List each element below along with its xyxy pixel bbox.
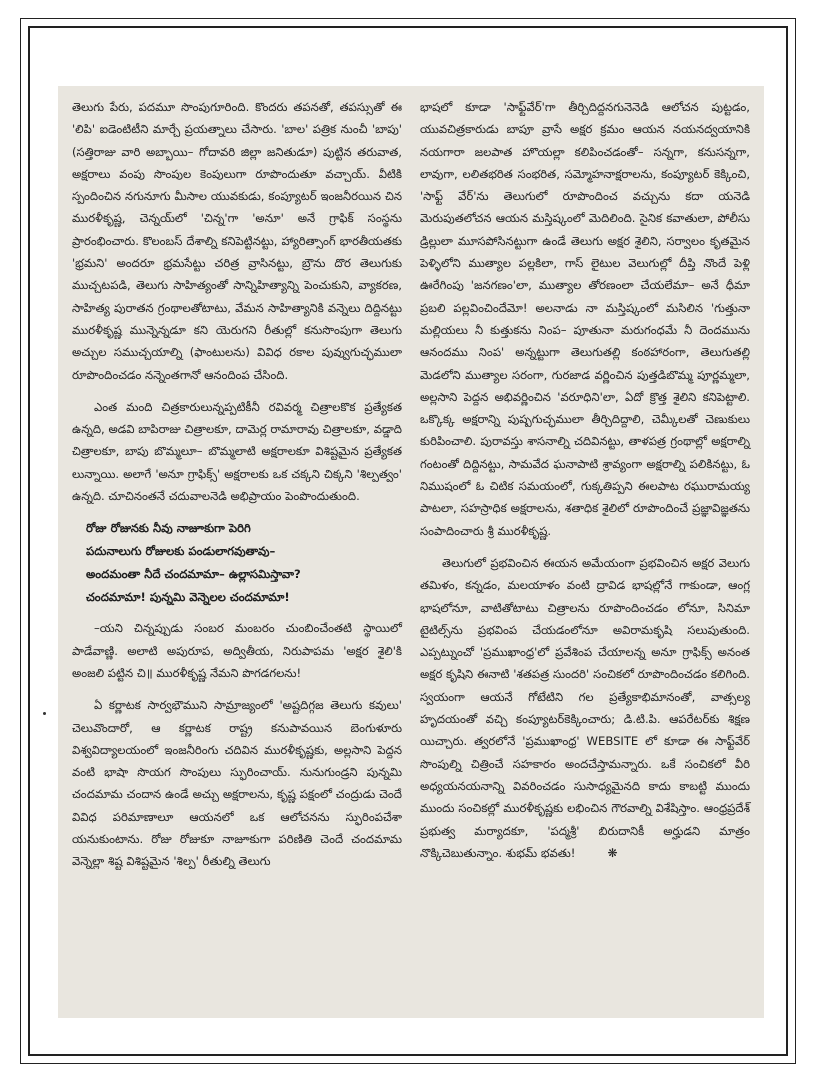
paragraph: –యని చిన్నప్పుడు సంబర మంబరం చుంబించేంతటి స్థాయిలో పాడేవాణ్ణి. అలాటి అపురూప, అద్వితీయ, నిరుపాపమ 'అక్షర శైలి'కి అంజలి పట్టిన చి॥ మురళీకృష్ణ నేమని పొగడగలను! — [72, 621, 402, 680]
paragraph-text: తెలుగులో ప్రభవించిన ఈయన అమేయంగా ప్రభవించిన అక్షర వెలుగు తమిళం, కన్నడం, మలయాళం వంటి ద్రావిడ భాషల్లోనే గాకుండా, ఆంగ్ల భాషలోనూ, వాటితోటాటు చిత్రాలను రూపొందించడం లోనూ, సినిమా టైటిల్స్‌ను ప్రభవింప చేయడంలోనూ అవిరామకృషి సలుపుతుంది. ఎప్పట్నుంచో 'ప్రముఖాంధ్ర'లో ప్రవేశింప చేయాలన్న అనూ గ్రాఫిక్స్ అనంత అక్షర కృషిని ఈనాటి 'శతపత్ర సుందరి' సంచికలో రూపొందించడం కలిగింది. స్వయంగా ఆయనే గోటేటిని గల ప్రత్యేకాభిమానంతో, వాత్సల్య హృదయంతో వచ్చి కంప్యూటర్‌కెక్కించారు; డి.టి.పి. ఆపరేటర్‌కు శిక్షణ యిచ్చారు. త్వరలోనే 'ప్రముఖాంధ్ర' WEBSITE లో కూడా ఈ సాఫ్ట్‌వేర్ సొంపుల్ని చిత్రించే సహకారం అందచేస్తామన్నారు. ఒకే సంచికలో వీరి అధ్యయనయనాన్ని వివరించడం సుసాధ్యమైనది కాదు కాబట్టి ముందు ముందు సంచికల్లో మురళీకృష్ణకు లభించిన గౌరవాల్ని విశేషిస్తాం. ఆంధ్రప్రదేశ్ ప్రభుత్వ మర్యాదకూ, 'పద్మశ్రీ' బిరుదానికీ అర్హుడని మాత్రం నొక్కిచెబుతున్నాం. శుభమ్ భవతు! — [420, 555, 750, 860]
paragraph — [420, 552, 750, 864]
end-ornament-icon: ❋ — [607, 845, 618, 860]
paragraph: భాషలో కూడా 'సాఫ్ట్‌వేర్'గా తీర్చిదిద్దనగునెనెడి ఆలోచన పుట్టడం, యువచిత్రకారుడు బాపూ వ్రాసే అక్షర క్రమం ఆయన నయనద్వయానికి నయగారా జలపాత హొయల్లా కలిపించడంతో– సన్నగా, కనుసన్నగా, లావుగా, లలితభరిత సంభరిత, సమ్మోహనాక్షరాలను, కంప్యూటర్ కెక్కించి, 'సాఫ్ట్ వేర్'ను తెలుగులో రూపొందించ వచ్చును కదా యనెడి మెరుపుతలోచన ఆయన మస్తిష్కంలో మెదిలింది. సైనిక కవాతులా, పోలీసు డ్రిల్లులా మూసపోసినట్టుగా ఉండే తెలుగు అక్షర శైలిని, సర్వాలం కృతమైన పెళ్ళిలోని ముత్యాల పల్లకిలా, గాస్ లైటుల వెలుగుల్లో దీప్తి నొందే పెళ్లి ఊరేగింపు 'జనగణం'లా, ముత్యాల తోరణంలా చేయలేమా– అనే ధీమా ప్రబలి పల్లవించిందేమో! అలనాడు నా మస్తిష్కంలో మసిలిన 'గుత్తునా మల్లియలు నీ కుత్తుకను నింప– పూతునా మరుగంధమే నీ దెందమును ఆనందము నింప' అన్నట్టుగా తెలుగుతల్లి కంఠహారంగా, తెలుగుతల్లి మెడలోని ముత్యాల సరంగా, గురజాడ వర్ణించిన పుత్తడిబొమ్మ పూర్ణమ్మలా, అల్లసాని పెద్దన అభివర్ణించిన 'వరూధిని'లా, ఏదో క్రొత్త శైలిని కనిపెట్టాలి. ఒక్కొక్క అక్షరాన్ని పుష్పగుచ్ఛములా తీర్చిదిద్దాలి, చెమ్కీలతో చెణుకులు కురిపించాలి. పురావస్తు శాసనాల్ని చదివినట్టు, తాళపత్ర గ్రంథాల్లో అక్షరాల్ని గంటంతో దిద్దినట్టు, సామవేద ఘనాపాటి శ్రావ్యంగా అక్షరాల్ని పలికినట్టు, ఓ నిముషంలో ఓ చిటిక సమయంలో, గుక్కతిప్పని ఈలపాట రఘురామయ్య పాటలా, సహస్రాధిక అక్షరాలను, శతాధిక శైలిలో రూపొందించే ప్రజ్ఞావిజ్ఞతను సంపాదించారు శ్రీ మురళీకృష్ణ. — [420, 100, 750, 538]
verse-block — [72, 517, 402, 609]
paragraph: ఎంత మంది చిత్రకారులున్నప్పటికీనీ రవివర్మ చిత్రాలకొక ప్రత్యేకత ఉన్నది, అడవి బాపిరాజు చిత్రాలకూ, దామెర్ల రామారావు చిత్రాలకూ, వడ్డాది చిత్రాలకూ, బాపు బొమ్మలూ– బొమ్మలాటి అక్షరాలకూ విశిష్టమైన ప్రత్యేకత లున్నాయి. అలాగే 'అనూ గ్రాఫిక్స్' అక్షరాలకు ఒక చక్కని చిక్కని 'శిల్పత్వం' ఉన్నది. చూచినంతనే చదువాలనెడి అభిప్రాయం పెంపొందుతుంది. — [72, 399, 402, 504]
right-column — [420, 96, 750, 874]
paragraph: తెలుగు పేరు, పదమూ సొంపుగూరింది. కొందరు తపనతో, తపస్సుతో ఈ 'లిపి' ఐడెంటిటీని మార్చే ప్రయత్నాలు చేసారు. 'బాల' పత్రిక నుంచీ 'బాపు' (సత్తిరాజు వారి అబ్బాయి– గోదావరి జిల్లా జనితుడూ) పుట్టిన తరువాత, అక్షరాలు వంపు సొంపుల కెంపులుగా రూపొందుతూ వచ్చాయ్. వీటికి స్పందించిన నగునూగు మీసాల యువకుడు, కంప్యూటర్ ఇంజనీరయిన చిన మురళీకృష్ణ, చెన్నయ్‌లో 'చిన్న'గా 'అనూ' అనే గ్రాఫిక్ సంస్థను ప్రారంభించారు. కొలంబస్ దేశాల్ని కనిపెట్టినట్టు, హ్యారిత్సాంగ్ భారతీయతకు 'భ్రమని' అందరూ భ్రమసేట్టు చరిత్ర వ్రాసినట్టు, బ్రౌను దొర తెలుగుకు ముచ్చటపడి, తెలుగు సాహిత్యంతో సాన్నిహిత్యాన్ని పెంచుకుని, వ్యాకరణ, సాహిత్య పురాతన గ్రంథాలతోటాటు, వేమన సాహిత్యానికి వన్నెలు దిద్దినట్టు మురళీకృష్ణ మున్నెన్నడూ కని యెరుగని రీతుల్లో కనుసొంపుగా తెలుగు అచ్చుల సముచ్చయాల్ని (ఫాంటులను) వివిధ రకాల పువ్వుగుచ్ఛములా రూపొందించడం నన్నెంతగానో ఆనందింప చేసింది. — [72, 100, 402, 382]
left-column — [72, 96, 402, 883]
verse-line: రోజు రోజునకు నీవు నాజూకుగా పెరిగి — [86, 521, 251, 536]
newspaper-page — [58, 86, 764, 1018]
margin-dot — [43, 712, 46, 715]
verse-line: అందమంతా నీదే చందమామా– ఉల్లాసమిస్తావా? — [86, 567, 301, 582]
verse-line: పదునాలుగు రోజులకు పండులాగవుతావు– — [86, 544, 276, 559]
paragraph: ఏ కర్ణాటక సార్వభౌముని సామ్రాజ్యంలో 'అష్టదిగ్గజ తెలుగు కవులు' చెలువొందారో, ఆ కర్ణాటక రాష్ట్ర కనుపావయిన బెంగుళూరు విశ్వవిద్యాలయంలో ఇంజనీరింగు చదివిన మురళీకృష్ణకు, అల్లసాని పెద్దన వంటి భాషా సొయగ సొంపులు స్ఫురించాయ్. నునుగుండ్రని పున్నమి చందమామ చందాన ఉండే అచ్చు అక్షరాలను, కృష్ణ పక్షంలో చంద్రుడు చెందే వివిధ పరిమాణాలూ ఆయనలో ఒక ఆలోచనను స్ఫురింపచేశా యనుకుంటాను. రోజు రోజుకూ నాజూకుగా పరిణితి చెందే చందమామ వెన్నెల్లా శిష్ట విశిష్టమైన 'శిల్ప' రీతుల్ని తెలుగు — [72, 698, 402, 869]
verse-line: చందమామా! పున్నమి వెన్నెలల చందమామా! — [86, 590, 290, 605]
